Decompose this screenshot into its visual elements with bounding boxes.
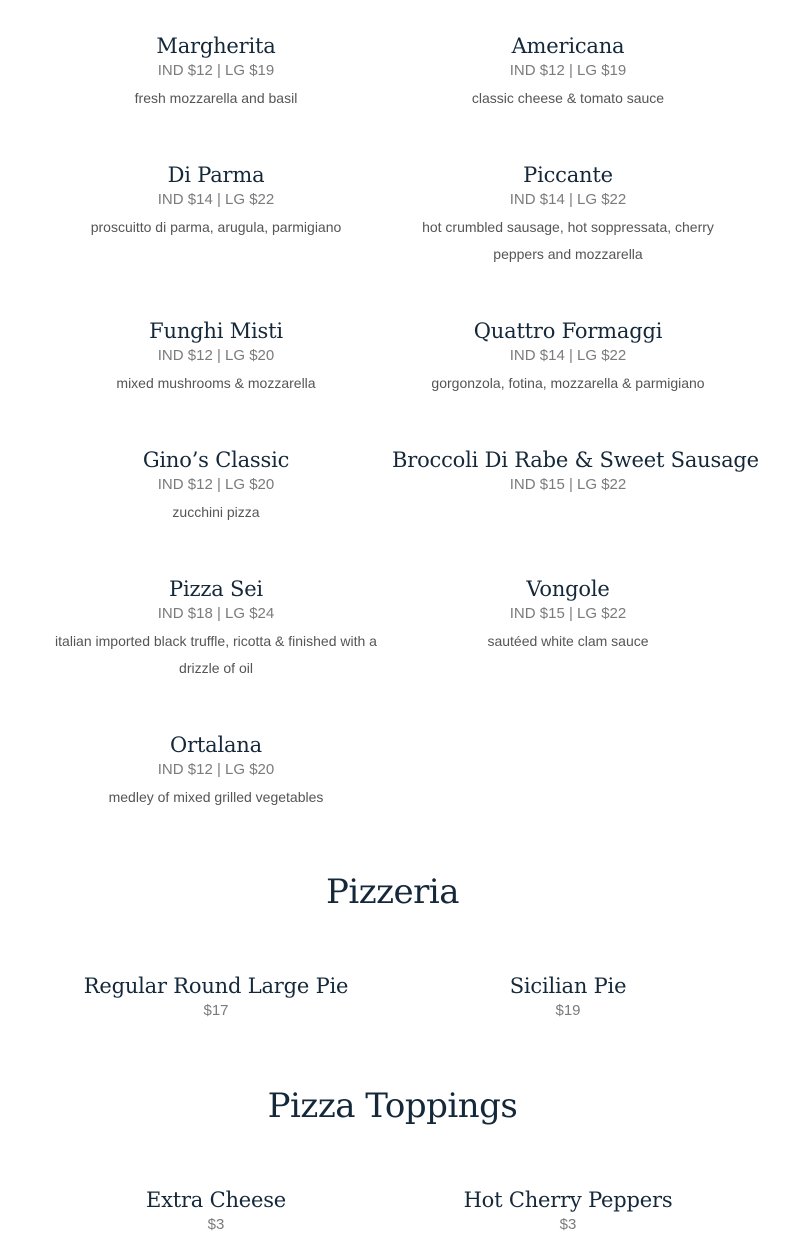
- menu-item: [392, 447, 759, 497]
- item-price: IND $12 | LG $20: [157, 347, 275, 364]
- menu-item: [40, 973, 392, 1023]
- item-price: IND $14 | LG $22: [509, 347, 627, 364]
- item-description: zucchini pizza: [172, 504, 260, 520]
- item-price: IND $12 | LG $19: [157, 62, 275, 79]
- item-price: $3: [207, 1216, 225, 1233]
- item-price: IND $12 | LG $19: [509, 62, 627, 79]
- menu-item: [392, 1187, 744, 1237]
- item-price: $17: [203, 1002, 229, 1019]
- section-title-toppings: Pizza Toppings: [267, 1086, 518, 1126]
- item-description: mixed mushrooms & mozzarella: [116, 375, 316, 391]
- item-price: IND $14 | LG $22: [509, 191, 627, 208]
- menu-item: [40, 33, 392, 112]
- item-name: Ortalana: [170, 733, 262, 757]
- item-name: Pizza Sei: [169, 577, 263, 601]
- item-name: Regular Round Large Pie: [83, 974, 349, 998]
- item-name: Sicilian Pie: [509, 974, 627, 998]
- item-description: sautéed white clam sauce: [487, 633, 649, 649]
- item-name: Gino’s Classic: [142, 448, 290, 472]
- item-description: hot crumbled sausage, hot soppressata, cherry peppers and mozzarella: [422, 219, 714, 262]
- item-name: Funghi Misti: [149, 319, 283, 343]
- item-price: IND $15 | LG $22: [509, 605, 627, 622]
- menu-item: [40, 1187, 392, 1237]
- menu-item: [40, 162, 392, 241]
- item-description: italian imported black truffle, ricotta & finished with a drizzle of oil: [55, 633, 377, 676]
- item-price: IND $14 | LG $22: [157, 191, 275, 208]
- menu-item: [40, 732, 392, 811]
- item-name: Piccante: [523, 163, 613, 187]
- item-name: Broccoli Di Rabe & Sweet Sausage: [392, 448, 759, 472]
- item-price: $3: [559, 1216, 577, 1233]
- item-price: IND $12 | LG $20: [157, 476, 275, 493]
- item-name: Hot Cherry Peppers: [463, 1188, 673, 1212]
- item-description: classic cheese & tomato sauce: [471, 90, 665, 106]
- item-price: IND $18 | LG $24: [157, 605, 275, 622]
- item-name: Di Parma: [167, 163, 265, 187]
- item-price: IND $12 | LG $20: [157, 761, 275, 778]
- menu-item: [392, 576, 744, 655]
- item-price: IND $15 | LG $22: [509, 476, 627, 493]
- menu-item: [40, 318, 392, 397]
- item-description: gorgonzola, fotina, mozzarella & parmigiano: [431, 375, 705, 391]
- item-name: Americana: [511, 34, 625, 58]
- item-name: Margherita: [156, 34, 276, 58]
- menu-item: [40, 447, 392, 526]
- item-description: medley of mixed grilled vegetables: [108, 789, 324, 805]
- menu-item: [392, 33, 744, 112]
- section-title-pizzeria: Pizzeria: [325, 872, 460, 912]
- item-name: Extra Cheese: [145, 1188, 287, 1212]
- menu-item: [392, 318, 744, 397]
- item-description: fresh mozzarella and basil: [134, 90, 298, 106]
- item-description: proscuitto di parma, arugula, parmigiano: [90, 219, 342, 235]
- item-name: Vongole: [526, 577, 610, 601]
- item-price: $19: [555, 1002, 581, 1019]
- menu-item: [40, 576, 392, 682]
- menu-item: [392, 162, 744, 268]
- item-name: Quattro Formaggi: [473, 319, 663, 343]
- menu-item: [392, 973, 744, 1023]
